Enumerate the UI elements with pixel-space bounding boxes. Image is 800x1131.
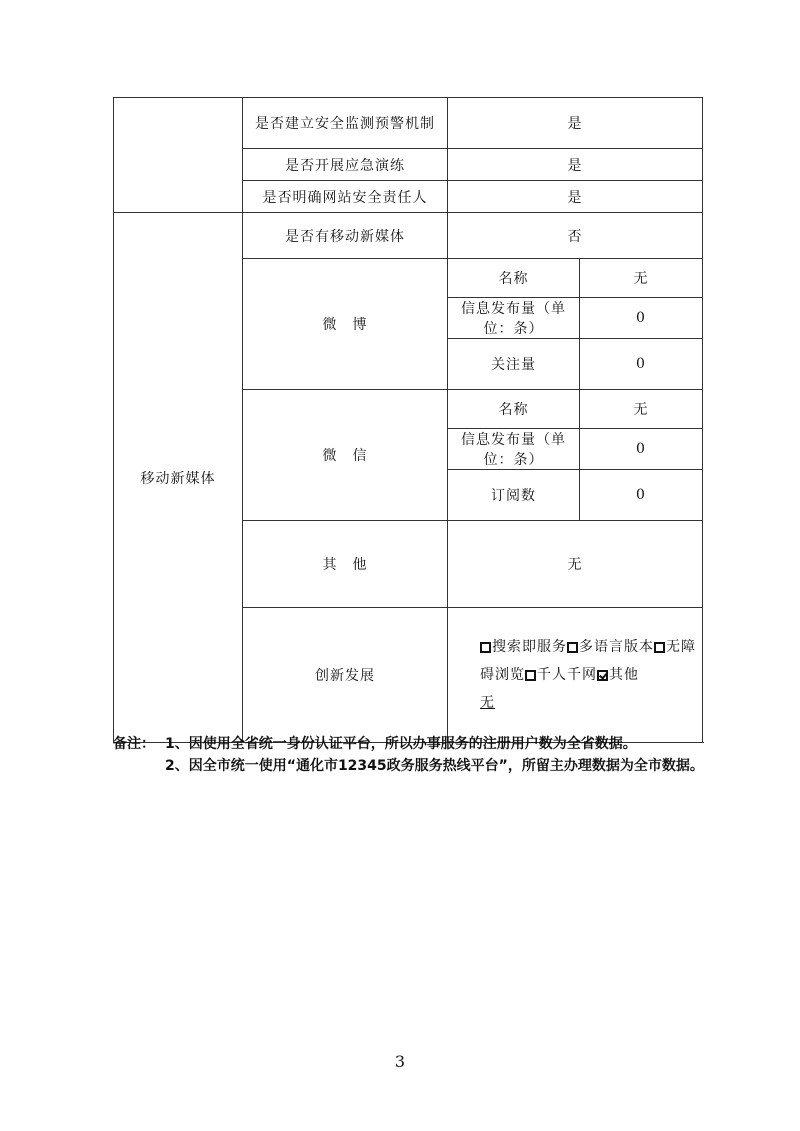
option-accessibility: 无障碍浏览 — [480, 639, 696, 683]
checkbox-icon — [654, 642, 665, 653]
wechat-subscribers-label: 订阅数 — [448, 470, 580, 521]
innovation-label: 创新发展 — [243, 608, 448, 743]
checkbox-icon — [480, 642, 491, 653]
notes-title: 备注： — [113, 736, 155, 752]
wechat-label: 微 信 — [243, 390, 448, 521]
section-label-mobile-media: 移动新媒体 — [114, 213, 243, 743]
innovation-other-text: 无 — [480, 695, 495, 711]
note-row-1 — [113, 733, 713, 755]
checkbox-icon — [525, 670, 536, 681]
value-security-officer: 是 — [448, 181, 703, 213]
note-item-1: 1、因使用全省统一身份认证平台，所以办事服务的注册用户数为全省数据。 — [165, 736, 637, 752]
page-number: 3 — [394, 1052, 406, 1071]
item-security-officer: 是否明确网站安全责任人 — [243, 181, 448, 213]
value-has-mobile-media: 否 — [448, 213, 703, 259]
weibo-followers-value: 0 — [580, 339, 703, 390]
wechat-name-value: 无 — [580, 390, 703, 429]
weibo-posts-label: 信息发布量（单位：条） — [448, 298, 580, 339]
item-security-monitoring: 是否建立安全监测预警机制 — [243, 98, 448, 149]
note-item-2: 2、因全市统一使用“通化市12345政务服务热线平台”，所留主办理数据为全市数据。 — [165, 758, 704, 774]
weibo-name-label: 名称 — [448, 259, 580, 298]
other-media-value: 无 — [448, 521, 703, 608]
notes-section — [113, 733, 713, 777]
option-other: 其他 — [597, 667, 639, 683]
value-security-monitoring: 是 — [448, 98, 703, 149]
checkbox-checked-icon — [597, 670, 608, 681]
weibo-name-value: 无 — [580, 259, 703, 298]
wechat-posts-label: 信息发布量（单位：条） — [448, 429, 580, 470]
other-media-label: 其 他 — [243, 521, 448, 608]
wechat-posts-value: 0 — [580, 429, 703, 470]
innovation-options — [448, 633, 702, 689]
wechat-name-label: 名称 — [448, 390, 580, 429]
weibo-followers-label: 关注量 — [448, 339, 580, 390]
website-annual-report-table — [113, 97, 703, 743]
note-row-2 — [113, 755, 713, 777]
weibo-posts-value: 0 — [580, 298, 703, 339]
weibo-label: 微 博 — [243, 259, 448, 390]
option-multilingual: 多语言版本 — [567, 639, 654, 655]
option-search-service: 搜索即服务 — [480, 639, 567, 655]
innovation-other-text-row — [448, 689, 702, 717]
wechat-subscribers-value: 0 — [580, 470, 703, 521]
checkbox-icon — [567, 642, 578, 653]
option-personalized: 千人千网 — [525, 667, 597, 683]
innovation-options-cell — [448, 608, 703, 743]
value-emergency-drill: 是 — [448, 149, 703, 181]
item-emergency-drill: 是否开展应急演练 — [243, 149, 448, 181]
section-cell-security — [114, 98, 243, 213]
item-has-mobile-media: 是否有移动新媒体 — [243, 213, 448, 259]
